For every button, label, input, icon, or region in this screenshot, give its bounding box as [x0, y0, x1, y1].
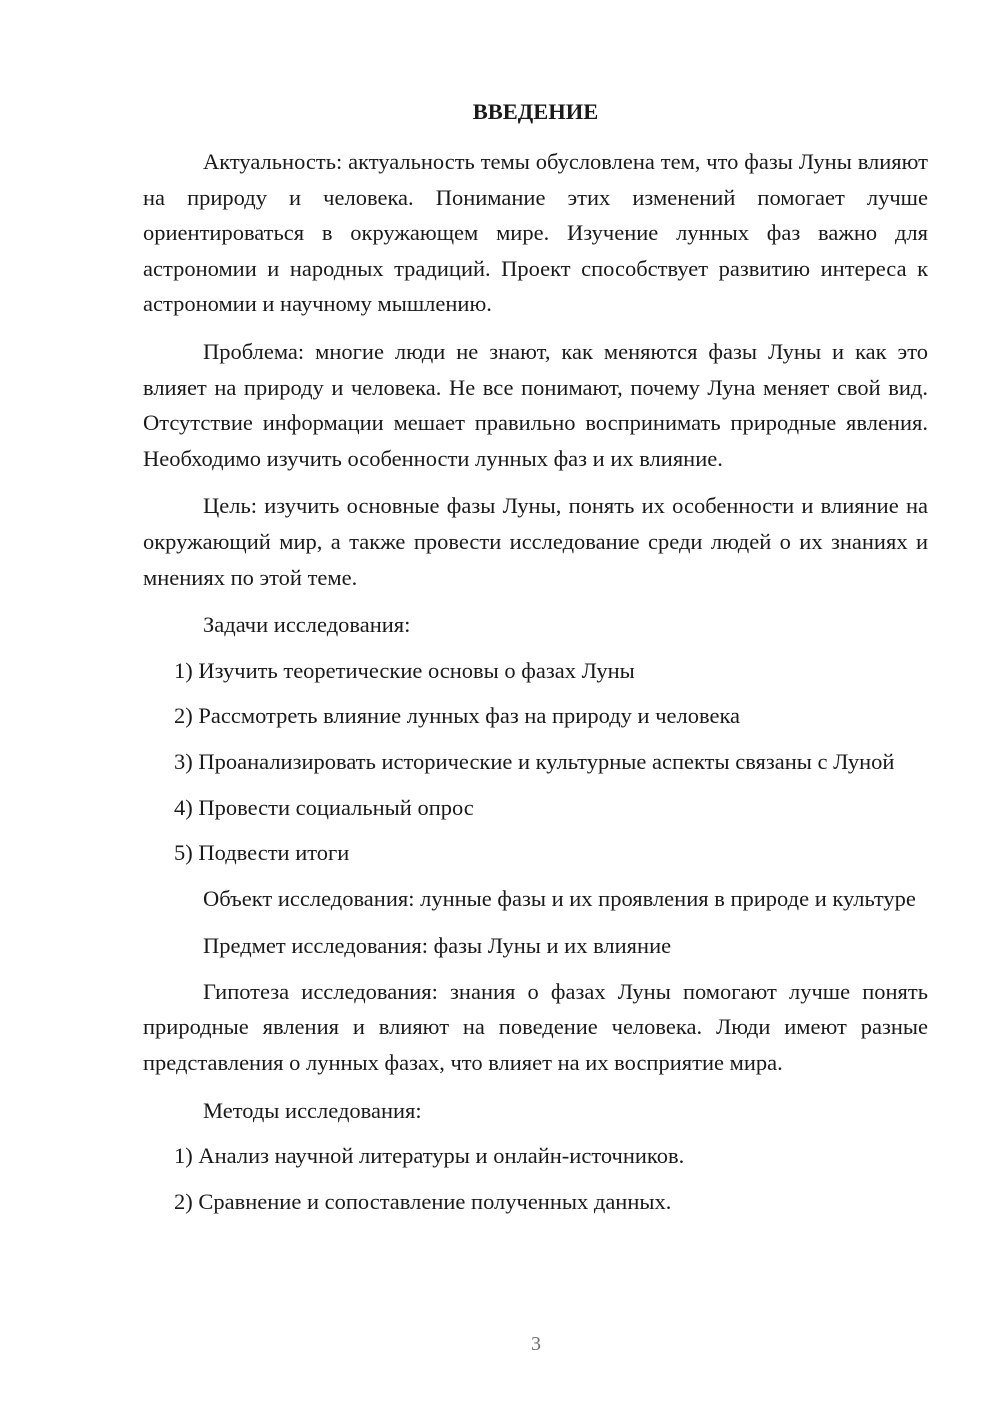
page-number: 3	[531, 1333, 541, 1355]
tasks-heading: Задачи исследования:	[203, 612, 411, 638]
task-item: 5) Подвести итоги	[174, 840, 350, 866]
section-title: ВВЕДЕНИЕ	[472, 99, 599, 124]
methods-heading: Методы исследования:	[203, 1097, 422, 1123]
task-item: 1) Изучить теоретические основы о фазах Луны	[174, 657, 635, 683]
task-item: 4) Провести социальный опрос	[174, 794, 474, 820]
page-content	[143, 94, 928, 1229]
hypothesis-paragraph: Гипотеза исследования: знания о фазах Луны помогают лучше понять природные явления и влияют на поведение человека. Люди имеют разные представления о лунных фазах, что влияет на их восприятие мира.	[143, 978, 928, 1076]
method-item: 1) Анализ научной литературы и онлайн-источников.	[174, 1143, 685, 1169]
object-paragraph: Объект исследования: лунные фазы и их проявления в природе и культуре	[203, 885, 916, 911]
relevance-paragraph: Актуальность: актуальность темы обусловлена тем, что фазы Луны влияют на природу и человека. Понимание этих изменений помогает лучше ориентироваться в окружающем мире. Изучение лунных фаз важно для астрономии и народных традиций. Проект способствует развитию интереса к астрономии и научному мышлению.	[143, 149, 928, 317]
method-item: 2) Сравнение и сопоставление полученных данных.	[174, 1188, 672, 1214]
task-item: 3) Проанализировать исторические и культурные аспекты связаны с Луной	[174, 748, 895, 774]
goal-paragraph: Цель: изучить основные фазы Луны, понять их особенности и влияние на окружающий мир, а также провести исследование среди людей о их знаниях и мнениях по этой теме.	[143, 493, 928, 590]
task-item: 2) Рассмотреть влияние лунных фаз на природу и человека	[174, 703, 741, 729]
problem-paragraph: Проблема: многие люди не знают, как меняются фазы Луны и как это влияет на природу и человека. Не все понимают, почему Луна меняет свой вид. Отсутствие информации мешает правильно воспринимать природные явления. Необходимо изучить особенности лунных фаз и их влияние.	[143, 338, 928, 471]
subject-paragraph: Предмет исследования: фазы Луны и их влияние	[203, 933, 672, 959]
